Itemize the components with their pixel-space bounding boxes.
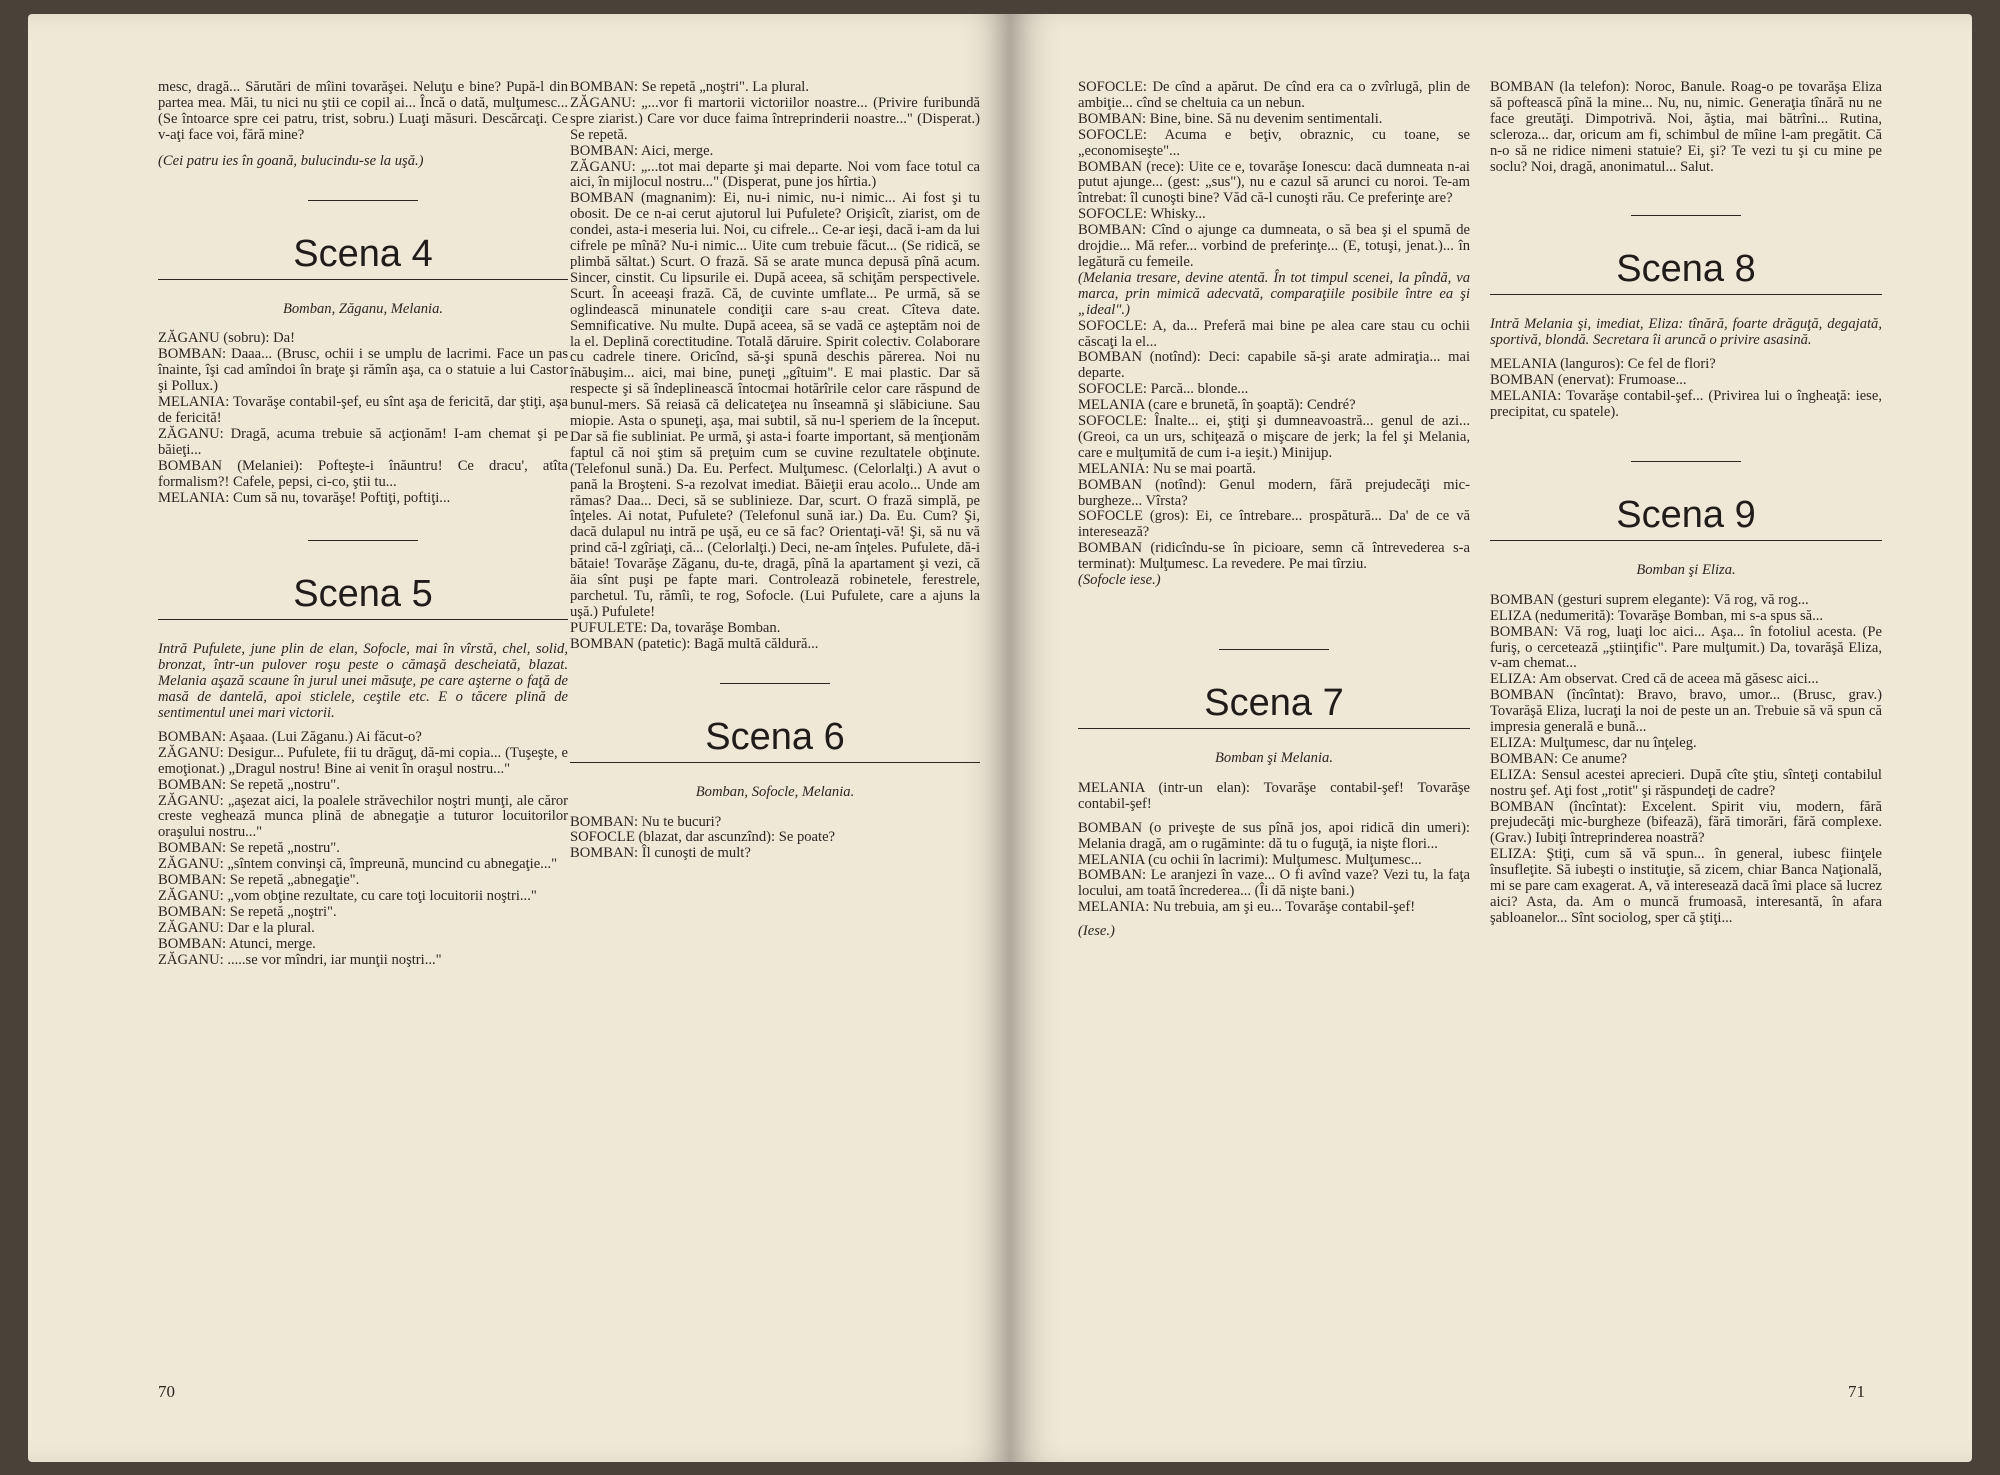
dialogue-line: ZĂGANU: „...vor fi martorii victoriilor noastre... (Privire furibundă spre ziarist.) Care vor duce faima întreprinderii noastre..." (Disperat.) Se repetă. <box>570 94 980 143</box>
dialogue-line: BOMBAN: Aici, merge. <box>570 142 714 159</box>
scene-title: Scena 9 <box>1616 493 1756 536</box>
dialogue-line: ELIZA: Sensul acestei aprecieri. După cîte ştiu, sînteţi contabilul nostru şef. Aţi fost „rotit" şi răspundeţi de cadre? <box>1490 766 1882 799</box>
dialogue-line: ELIZA: Mulţumesc, dar nu înţeleg. <box>1490 734 1697 751</box>
scene-rule-bottom <box>570 762 980 763</box>
left-page <box>28 14 1010 1462</box>
dialogue-line: ZĂGANU: Dragă, acuma trebuie să acţionăm! I-am chemat şi pe băieţi... <box>158 425 568 458</box>
dialogue-line: SOFOCLE: Parcă... blonde... <box>1078 381 1249 398</box>
right-column-1 <box>1078 80 1470 940</box>
dialogue-line: BOMBAN (rece): Uite ce e, tovarăşe Ionescu: dacă dumneata n-ai putut ajunge... (gest: „sus"), nu e cazul să arunci cu noroi. Te-am întrebat: îl cunoşti bine? Văd că-l cunoşti rău. Ce preferinţe are? <box>1078 158 1470 207</box>
dialogue-line: BOMBAN: Se repetă „nostru". <box>158 840 340 857</box>
dialogue-line: BOMBAN: Îl cunoşti de mult? <box>570 845 751 862</box>
scene-title: Scena 4 <box>293 232 433 275</box>
dialogue-line: BOMBAN: Atunci, merge. <box>158 935 316 952</box>
stage-direction: (Sofocle iese.) <box>1078 572 1161 589</box>
dialogue-line: SOFOCLE: Acuma e beţiv, obraznic, cu toane, se „economiseşte"... <box>1078 126 1470 159</box>
dialogue-line: ZĂGANU: .....se vor mîndri, iar munţii noştri..." <box>158 951 442 968</box>
cast-list: Bomban şi Eliza. <box>1636 561 1736 578</box>
dialogue-line: ZĂGANU: „aşezat aici, la poalele străvechilor noştri munţi, ale căror creste veghează munca plină de abnegaţie a tuturor locuitorilor oraşului nostru..." <box>158 792 568 841</box>
dialogue-line: MELANIA (cu ochii în lacrimi): Mulţumesc. Mulţumesc... <box>1078 851 1422 868</box>
dialogue-line: BOMBAN (încîntat): Excelent. Spirit viu, modern, fără prejudecăţi mic-burgheze (bifează), fără timorări, fără complexe. (Grav.) Iubiţi întreprinderea noastră? <box>1490 798 1882 847</box>
dialogue-line: MELANIA: Cum să nu, tovarăşe! Poftiţi, poftiţi... <box>158 489 451 506</box>
dialogue-line: BOMBAN: Vă rog, luaţi loc aici... Aşa... în fotoliul acesta. (Pe furiş, o cercetează „ştiinţific". Pare mulţumit.) Da, tovarăşă Eliza, v-am chemat... <box>1490 623 1882 672</box>
dialogue-line: MELANIA (intr-un elan): Tovarăşe contabil-şef! Tovarăşe contabil-şef! <box>1078 779 1470 812</box>
dialogue-line: MELANIA (care e brunetă, în şoaptă): Cendré? <box>1078 397 1356 414</box>
dialogue-line: ELIZA: Ştiţi, cum să vă spun... în general, iubesc fiinţele însufleţite. Să iubeşti o instituţie, să zicem, chiar Banca Naţională, mi se pare cam exagerat. A, vă interesează dacă îmi place să lucrez aici? Asta, da. Am o muncă frumoasă, interesantă, în afara şabloanelor... Sînt sociolog, sper că ştiţi... <box>1490 846 1882 926</box>
scene-heading-8 <box>1490 215 1882 295</box>
dialogue-line: MELANIA (languros): Ce fel de flori? <box>1490 356 1716 373</box>
dialogue-line: BOMBAN: Se repetă „noştri". La plural. <box>570 79 810 95</box>
dialogue-line: SOFOCLE (gros): Ei, ce întrebare... prospătură... Da' de ce vă interesează? <box>1078 508 1470 541</box>
dialogue-line: MELANIA: Nu se mai poartă. <box>1078 460 1256 477</box>
scene-rule-top <box>1631 215 1741 216</box>
dialogue-line: SOFOCLE: Whisky... <box>1078 206 1206 223</box>
stage-direction: Intră Pufulete, june plin de elan, Sofocle, mai în vîrstă, chel, solid, bronzat, într-un pulover roşu peste o cămaşă descheiată, blazat. Melania aşază scaune în jurul unei măsuţe, pe care aşterne o faţă de masă de dantelă, apoi sticlele, ceştile etc. E o tăcere plină de sentimentul unei mari victorii. <box>158 641 568 722</box>
scene-rule-bottom <box>158 279 568 280</box>
page-number: 71 <box>1848 1382 1865 1401</box>
dialogue-line: BOMBAN (notînd): Deci: capabile să-şi arate admiraţia... mai departe. <box>1078 349 1470 382</box>
dialogue-line: SOFOCLE (blazat, dar ascunzînd): Se poate? <box>570 829 836 846</box>
dialogue-line: SOFOCLE: A, da... Preferă mai bine pe alea care stau cu ochii căscaţi la el... <box>1078 317 1470 350</box>
stage-direction: (Iese.) <box>1078 923 1115 940</box>
dialogue-line: BOMBAN: Se repetă „abnegaţie". <box>158 872 360 889</box>
scene-rule-bottom <box>1490 294 1882 295</box>
left-column-1 <box>158 80 568 969</box>
dialogue-line: BOMBAN (ridicîndu-se în picioare, semn că întrevederea s-a terminat): Mulţumesc. La revedere. Pe mai tîrziu. <box>1078 540 1470 573</box>
scene-rule-bottom <box>158 619 568 620</box>
dialogue-line: ZĂGANU: „...tot mai departe şi mai departe. Noi vom face totul ca aici, în mijlocul nostru..." (Disperat, pune jos hîrtia.) <box>570 158 980 191</box>
scene-heading-5 <box>158 540 568 620</box>
dialogue-line: SOFOCLE: Înalte... ei, ştiţi şi dumneavoastră... genul de azi... (Greoi, ca un urs, schiţează o mişcare de jerk; la fel şi Melania, care e mulţumită de cum i-a ieşit.) Minijup. <box>1078 413 1470 461</box>
dialogue-line: BOMBAN (încîntat): Bravo, bravo, umor... (Brusc, grav.) Tovarăşă Eliza, lucraţi la noi de peste un an. Trebuie să vă spun că impresia generală e bună... <box>1490 687 1882 736</box>
scene-heading-9 <box>1490 461 1882 541</box>
scene-rule-bottom <box>1490 540 1882 541</box>
dialogue-line: BOMBAN (magnanim): Ei, nu-i nimic, nu-i nimic... Ai fost şi tu obosit. De ce n-ai cerut ajutorul lui Pufulete? Orişicît, ziarist, om de condei, asta-i meseria lui. Noi, cu cifrele... Ce-ar ieşi, dacă i-am da lui cifrele pe mînă? Nu-i nimic... Uite cum trebuie făcut... (Se ridică, se plimbă săltat.) Scurt. O frază. Să se arate munca depusă pînă acum. Sincer, cinstit. Cu lipsurile ei. După aceea, să schiţăm perspectivele. Scurt. În aceeaşi frază. Că, de cuvinte umflate... Pe urmă, să se oglindească minunatele condiţii care s-au creat. Cîteva date. Semnificative. Nu multe. După aceea, să se vadă ce aşteptăm noi de la el. Deplină corectitudine. Totală dăruire. Spirit colectiv. Colaborare cu cadrele tinere. Oricînd, să-şi spună deschis părerea. Noi nu înăbuşim... aici, mai bine, puneţi „gîtuim". E mai plastic. Dar să respecte şi să îndeplinească întocmai hotărîrile celor care răspund de bunul-mers. Să reiasă că delicateţea nu înseamnă şi slăbiciune. Sau miopie. Asta o spuneţi, aşa, mai subtil, să nu-l speriem de la început. Dar să fie subliniat. Pe urmă, şi asta-i foarte important, să menţionăm faptul că noi ştim să preţuim cum se cuvine rezultatele obţinute. (Telefonul sună.) Da. Eu. Perfect. Mulţumesc. (Celorlalţi.) A avut o pană la Broşteni. S-a rezolvat imediat. Băieţii erau acolo... Unde am rămas? Daa... Deci, să se sublinieze. Dar, scurt. O frază simplă, pe înţeles. Ai notat, Pufulete? (Telefonul sună iar.) Da. Eu. Cum? Şi, dacă dulapul nu intră pe uşă, eu ce să fac? Orientaţi-vă! Şi, să nu vă prind că-l zgîriaţi, că... (Celorlalţi.) Deci, ne-am înţeles. Pufulete, dă-i bătaie! Tovarăşe Zăganu, du-te, dragă, pînă la apartament şi vezi, că ăia sînt puşi pe fapte mari. Controlează robinetele, ferestrele, parchetul. Tu, rămîi, te rog, Sofocle. (Lui Pufulete, care a ajuns la uşă.) Pufulete! <box>570 190 980 620</box>
scene-heading-7 <box>1078 649 1470 729</box>
cast-list: Bomban, Zăganu, Melania. <box>282 300 444 317</box>
scene-heading-6 <box>570 683 980 763</box>
stage-direction: (Cei patru ies în goană, bulucindu-se la uşă.) <box>158 152 424 169</box>
right-page <box>1010 14 1972 1462</box>
right-column-2 <box>1490 80 1882 927</box>
dialogue-line: BOMBAN (la telefon): Noroc, Banule. Roag-o pe tovarăşa Eliza să poftească pînă la mine... Nu, nu, nimic. Generaţia tînără nu ne face greutăţi. Dimpotrivă. Noi, ăştia, mai bătrîni... Rutina, scleroza... dar, oricum am fi, schimbul de mîine l-am pregătit. Că n-o să ne ridice nimeni statuie? Ei, şi? Te vezi tu şi cu mine pe soclu? Noi, dragă, anonimatul... Salut. <box>1490 79 1882 175</box>
dialogue-line: BOMBAN: Nu te bucuri? <box>570 813 722 830</box>
dialogue-line: BOMBAN (enervat): Frumoase... <box>1490 372 1687 389</box>
dialogue-line: MELANIA: Nu trebuia, am şi eu... Tovarăşe contabil-şef! <box>1078 899 1416 916</box>
dialogue-line: BOMBAN: Bine, bine. Să nu devenim sentimentali. <box>1078 110 1383 127</box>
text-line: mesc, dragă... Sărutări de mîini tovarăşei. Neluţu e bine? Pupă-l din partea mea. Măi, tu nici nu ştii ce copil ai... Încă o dată, mulţumesc... (Se întoarce spre cei patru, trist, sobru.) Luaţi măsuri. Descărcaţi. Ce v-aţi face voi, fără mine? <box>158 79 568 143</box>
scene-title: Scena 8 <box>1616 248 1756 291</box>
cast-list: Bomban şi Melania. <box>1215 750 1333 766</box>
scene-title: Scena 5 <box>293 573 433 616</box>
dialogue-line: BOMBAN: Aşaaa. (Lui Zăganu.) Ai făcut-o? <box>158 728 422 745</box>
dialogue-line: ELIZA (nedumerită): Tovarăşe Bomban, mi s-a spus să... <box>1490 607 1824 624</box>
scene-rule-top <box>1219 649 1329 650</box>
scene-rule-top <box>308 200 418 201</box>
dialogue-line: BOMBAN: Cînd o ajunge ca dumneata, o să bea şi el spumă de drojdie... Mă refer... vorbind de preferinţe... (E, totuşi, jenat.)... în legătură cu femeile. <box>1078 222 1470 270</box>
scene-heading-4 <box>158 200 568 280</box>
dialogue-line: SOFOCLE: De cînd a apărut. De cînd era ca o zvîrlugă, plin de ambiţie... cînd se cheltuia ca un nebun. <box>1078 79 1470 111</box>
dialogue-line: ZĂGANU: Desigur... Pufulete, fii tu drăguţ, dă-mi copia... (Tuşeşte, e emoţionat.) „Dragul nostru! Bine ai venit în oraşul nostru..." <box>158 744 568 777</box>
dialogue-line: MELANIA: Tovarăşe contabil-şef, eu sînt aşa de fericită, dar ştiţi, aşa de fericită! <box>158 394 568 426</box>
scene-rule-top <box>308 540 418 541</box>
dialogue-line: PUFULETE: Da, tovarăşe Bomban. <box>570 619 781 636</box>
dialogue-line: ELIZA: Am observat. Cred că de aceea mă găsesc aici... <box>1490 671 1819 688</box>
dialogue-line: ZĂGANU: „sîntem convinşi că, împreună, muncind cu abnegaţie..." <box>158 856 558 873</box>
dialogue-line: BOMBAN (notînd): Genul modern, fără prejudecăţi mic-burgheze... Vîrsta? <box>1078 476 1470 509</box>
dialogue-line: BOMBAN (gesturi suprem elegante): Vă rog, vă rog... <box>1490 591 1809 608</box>
dialogue-line: BOMBAN (patetic): Bagă multă căldură... <box>570 635 819 652</box>
stage-direction: (Melania tresare, devine atentă. În tot timpul scenei, la pîndă, va marca, prin mimică adecvată, comparaţiile posibile între ea şi „ideal".) <box>1078 269 1470 318</box>
scene-rule-top <box>1631 461 1741 462</box>
dialogue-line: BOMBAN (o priveşte de sus pînă jos, apoi ridică din umeri): Melania dragă, am o rugăminte: dă tu o fuguţă, ia nişte flori... <box>1078 819 1470 852</box>
scene-title: Scena 7 <box>1204 682 1344 724</box>
dialogue-line: BOMBAN: Se repetă „noştri". <box>158 903 337 920</box>
scene-rule-top <box>720 683 830 684</box>
dialogue-line: BOMBAN (Melaniei): Pofteşte-i înăuntru! Ce dracu', atîta formalism?! Cafele, pepsi, ci-co, ştii tu... <box>158 457 568 490</box>
dialogue-line: BOMBAN: Le aranjezi în vaze... O fi avînd vaze? Vezi tu, la faţa locului, am toată încrederea... (Îi dă nişte bani.) <box>1078 867 1470 900</box>
dialogue-line: BOMBAN: Se repetă „nostru". <box>158 776 340 793</box>
dialogue-line: ZĂGANU: Dar e la plural. <box>158 919 315 936</box>
page-number: 70 <box>158 1382 175 1401</box>
dialogue-line: ZĂGANU (sobru): Da! <box>158 330 295 347</box>
cast-list: Bomban, Sofocle, Melania. <box>695 783 855 800</box>
scene-rule-bottom <box>1078 728 1470 729</box>
left-column-2 <box>570 80 980 862</box>
dialogue-line: BOMBAN: Ce anume? <box>1490 750 1628 767</box>
dialogue-line: BOMBAN: Daaa... (Brusc, ochii i se umplu de lacrimi. Face un pas înainte, îşi cad amîndoi în braţe şi rămîn aşa, ca o statuie a lui Castor şi Pollux.) <box>158 346 568 395</box>
scene-title: Scena 6 <box>705 715 845 758</box>
stage-direction: Intră Melania şi, imediat, Eliza: tînără, foarte drăguţă, degajată, sportivă, blondă. Secretara îi aruncă o privire asasină. <box>1490 316 1882 349</box>
dialogue-line: ZĂGANU: „vom obţine rezultate, cu care toţi locuitorii noştri..." <box>158 888 537 904</box>
dialogue-line: MELANIA: Tovarăşe contabil-şef... (Privirea lui o îngheaţă: iese, precipitat, cu spatele). <box>1490 388 1882 420</box>
